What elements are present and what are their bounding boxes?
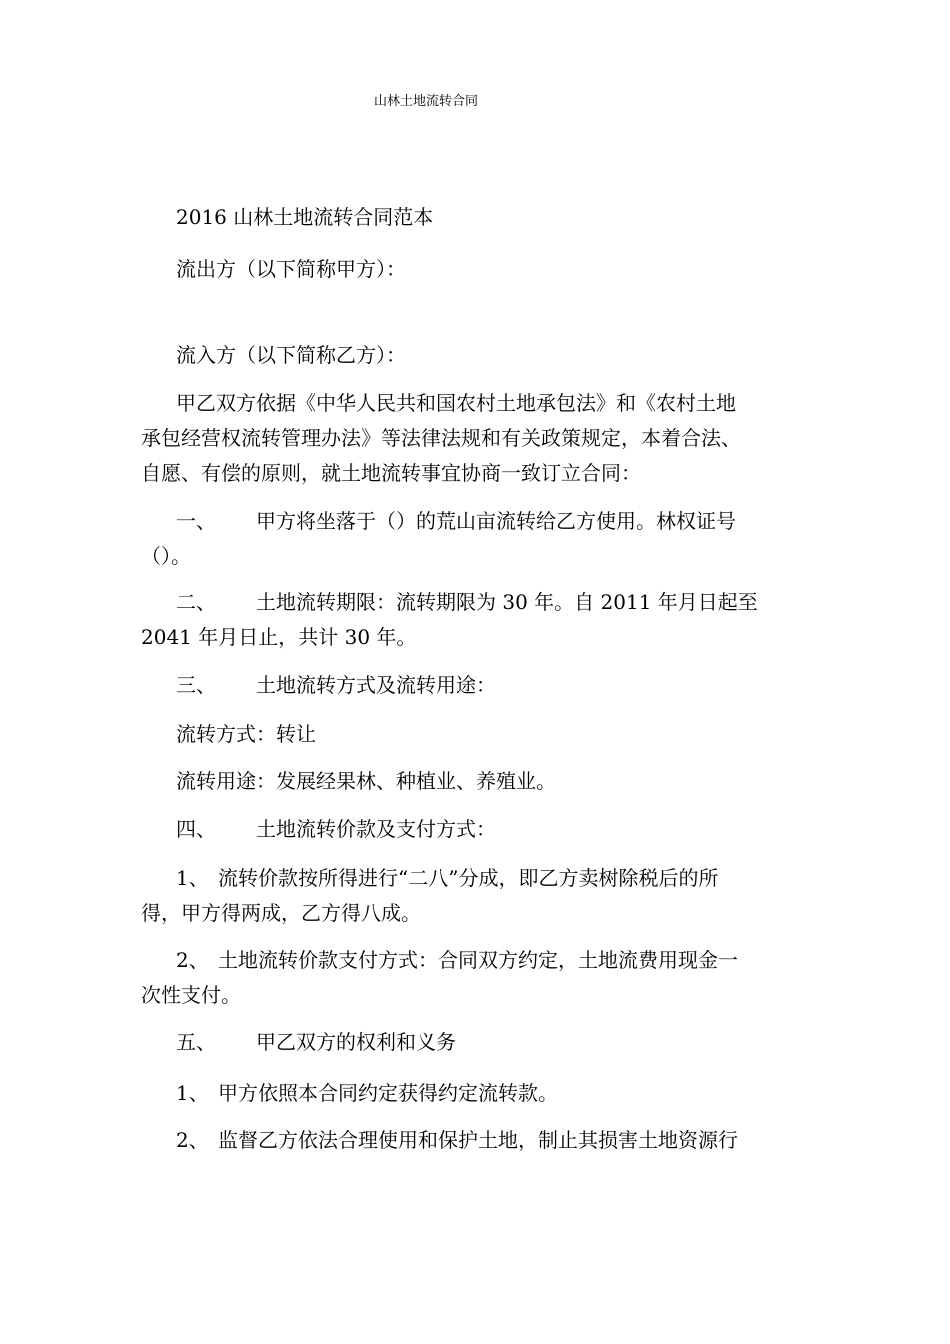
party-b-label: 流入方（以下简称乙方）：	[176, 343, 406, 367]
clause-2-line-2: 2041 年月日止，共计 30 年。	[141, 625, 417, 649]
clause-2-line-1	[141, 585, 809, 620]
item-4-1-number: 1、	[176, 866, 209, 890]
clause-3	[141, 668, 809, 703]
document-heading: 2016 山林土地流转合同范本	[176, 205, 434, 229]
item-5-1	[141, 1076, 809, 1111]
item-4-1-text: 流转价款按所得进行“二八”分成，即乙方卖树除税后的所	[218, 866, 719, 890]
item-4-2	[141, 943, 809, 1013]
clause-3-text: 土地流转方式及流转用途：	[256, 673, 496, 697]
clause-4-text: 土地流转价款及支付方式：	[256, 817, 496, 841]
item-5-2-line	[141, 1123, 809, 1158]
clause-5-text: 甲乙双方的权利和义务	[256, 1030, 456, 1054]
clause-4	[141, 812, 809, 847]
transfer-method: 流转方式：转让	[176, 722, 316, 746]
item-5-1-line	[141, 1076, 809, 1111]
preamble-line: 甲乙双方依据《中华人民共和国农村土地承包法》和《农村土地	[176, 391, 736, 415]
item-5-2	[141, 1123, 809, 1158]
clause-1-text: 甲方将坐落于（）的荒山亩流转给乙方使用。林权证号	[256, 509, 736, 533]
transfer-method-block	[141, 717, 809, 752]
page-header: 山林土地流转合同	[374, 94, 479, 109]
clause-5-line	[141, 1025, 809, 1060]
party-b-block	[141, 338, 809, 373]
clause-4-number: 四、	[176, 817, 216, 841]
item-4-2-number: 2、	[176, 948, 209, 972]
clause-5-number: 五、	[176, 1030, 216, 1054]
clause-3-line	[141, 668, 809, 703]
clause-2-text: 土地流转期限：流转期限为 30 年。自 2011 年月日起至	[256, 590, 758, 614]
preamble-line: 承包经营权流转管理办法》等法律法规和有关政策规定，本着合法、	[141, 426, 741, 450]
item-4-1	[141, 861, 809, 931]
clause-1-line-1	[141, 504, 809, 539]
transfer-use-block	[141, 764, 809, 799]
preamble-paragraph	[141, 386, 809, 491]
transfer-use: 流转用途：发展经果林、种植业、养殖业。	[176, 769, 556, 793]
item-5-2-number: 2、	[176, 1128, 209, 1152]
item-5-2-text: 监督乙方依法合理使用和保护土地，制止其损害土地资源行	[218, 1128, 738, 1152]
item-5-1-number: 1、	[176, 1081, 209, 1105]
item-5-1-text: 甲方依照本合同约定获得约定流转款。	[218, 1081, 558, 1105]
preamble-line: 自愿、有偿的原则，就土地流转事宜协商一致订立合同：	[141, 461, 641, 485]
clause-2-number: 二、	[176, 590, 216, 614]
clause-1-number: 一、	[176, 509, 216, 533]
clause-1-line-2: （）。	[141, 544, 191, 568]
item-4-2-line-1	[141, 943, 809, 978]
clause-5	[141, 1025, 809, 1060]
party-a-block	[141, 252, 809, 287]
item-4-2-line-2: 次性支付。	[141, 983, 241, 1007]
clause-4-line	[141, 812, 809, 847]
item-4-1-line-2: 得，甲方得两成，乙方得八成。	[141, 901, 421, 925]
party-a-label: 流出方（以下简称甲方）：	[176, 257, 406, 281]
document-heading-block	[141, 200, 809, 235]
item-4-2-text: 土地流转价款支付方式：合同双方约定，土地流费用现金一	[218, 948, 738, 972]
clause-2	[141, 585, 809, 655]
item-4-1-line-1	[141, 861, 809, 896]
clause-3-number: 三、	[176, 673, 216, 697]
clause-1	[141, 504, 809, 574]
